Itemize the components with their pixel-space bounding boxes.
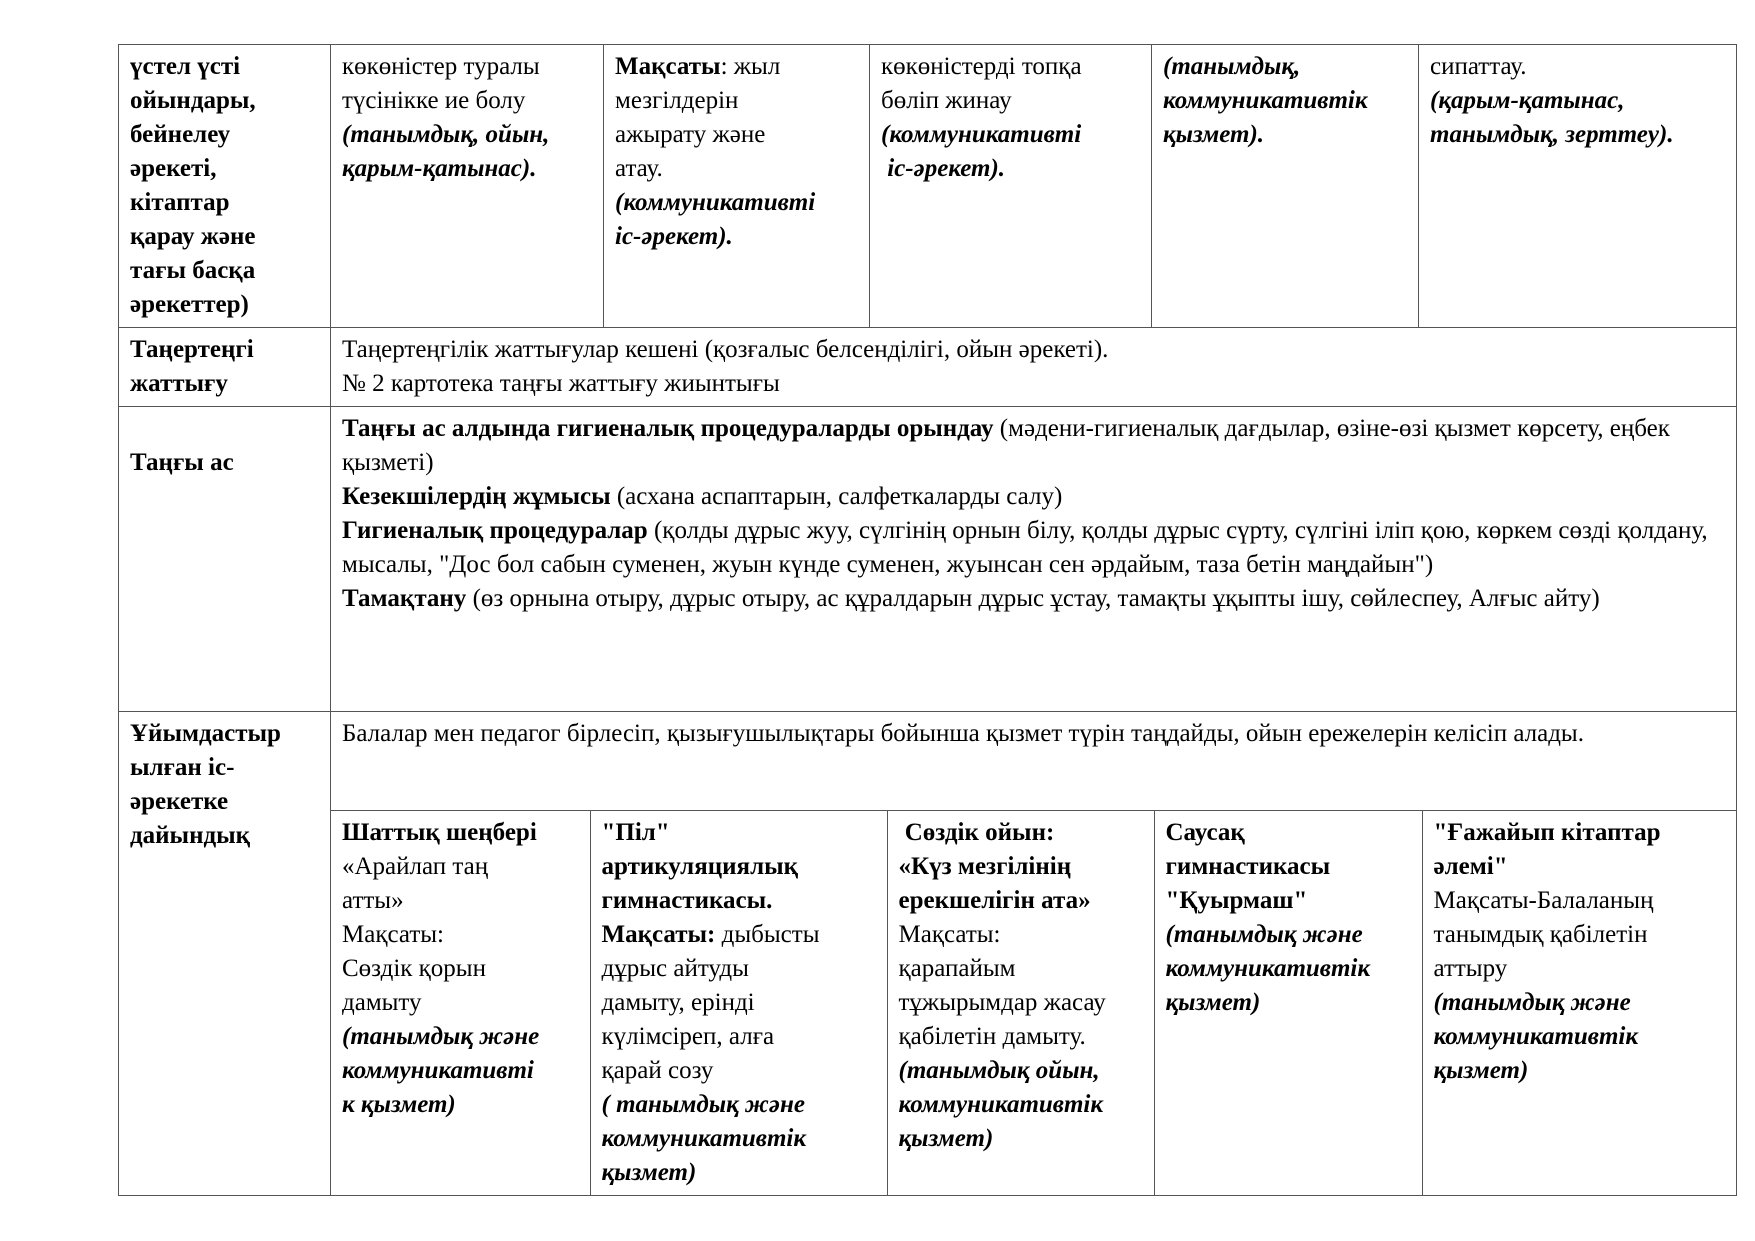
row-label-breakfast: Таңғы ас [119, 407, 331, 712]
schedule-document [118, 44, 1736, 1196]
prep-cell-5: "Ғажайып кітаптар әлемі" Мақсаты-Балаланың танымдық қабілетін аттыру (танымдық және коммуникативтік қызмет) [1422, 811, 1737, 1196]
activity-cell-1: көкөністер туралы түсінікке ие болу (танымдық, ойын, қарым-қатынас). [331, 45, 604, 328]
paragraph: Тамақтану (өз орнына отыру, дұрыс отыру, ас құралдарын дұрыс ұстау, тамақты ұқыпты ішу, сөйлеспеу, Алғыс айту) [342, 585, 1600, 612]
prep-cell-1: Шаттық шеңбері «Арайлап таң атты» Мақсаты: Сөздік қорын дамыту (танымдық және коммуникативті к қызмет) [331, 811, 590, 1196]
table-row [119, 45, 1737, 328]
activity-cell-2: Мақсаты: жыл мезгілдерін ажырату және атау. (коммуникативті іс-әрекет). [604, 45, 870, 328]
breakfast-content [331, 407, 1737, 712]
preparation-intro: Балалар мен педагог бірлесіп, қызығушылықтары бойынша қызмет түрін таңдайды, ойын ережелерін келісіп алады. [342, 720, 1584, 747]
prep-cell-4: Саусақ гимнастикасы "Қуырмаш" (танымдық және коммуникативтік қызмет) [1154, 811, 1422, 1196]
prep-cell-3: Сөздік ойын: «Күз мезгілінің ерекшелігін ата» Мақсаты: қарапайым тұжырымдар жасау қабілетін дамыту. (танымдық ойын, коммуникативтік қызмет) [887, 811, 1154, 1196]
row-label-preparation: Ұйымдастыр ылған іс- әрекетке дайындық [119, 712, 331, 1196]
row-label-morning-exercise: Таңертеңгі жаттығу [119, 328, 331, 407]
activity-cell-4: (танымдық, коммуникативтік қызмет). [1152, 45, 1419, 328]
preparation-content [331, 712, 1737, 1196]
morning-exercise-content: Таңертеңгілік жаттығулар кешені (қозғалыс белсенділігі, ойын әрекеті). № 2 картотека таңғы жаттығу жиынтығы [331, 328, 1737, 407]
prep-cell-2: "Піл" артикуляциялық гимнастикасы. Мақсаты: дыбысты дұрыс айтуды дамыту, ерінді күлімсіреп, алға қарай созу ( танымдық және коммуникативтік қызмет) [590, 811, 887, 1196]
table-row [119, 407, 1737, 712]
row-label-activities: үстел үсті ойындары, бейнелеу әрекеті, кітаптар қарау және тағы басқа әрекеттер) [119, 45, 331, 328]
table-row [119, 712, 1737, 1196]
paragraph: Гигиеналық процедуралар (қолды дұрыс жуу, сүлгінің орнын білу, қолды дұрыс сүрту, сүлгіні іліп қою, көркем сөзді қолдану, мысалы, "Дос бол сабын суменен, жуын күнде суменен, жуынсан сен әрдайым, таза бетін маңдайын") [342, 517, 1708, 578]
paragraph: Кезекшілердің жұмысы (асхана аспаптарын, салфеткаларды салу) [342, 483, 1063, 510]
table-row [119, 328, 1737, 407]
activity-cell-3: көкөністерді топқа бөліп жинау (коммуникативті іс-әрекет). [870, 45, 1152, 328]
activity-cell-5: сипаттау. (қарым-қатынас, танымдық, зерттеу). [1419, 45, 1737, 328]
schedule-table [118, 44, 1737, 1196]
preparation-subtable [331, 810, 1737, 1195]
paragraph: Таңғы ас алдында гигиеналық процедураларды орындау (мәдени-гигиеналық дағдылар, өзіне-өзі қызмет көрсету, еңбек қызметі) [342, 415, 1670, 476]
